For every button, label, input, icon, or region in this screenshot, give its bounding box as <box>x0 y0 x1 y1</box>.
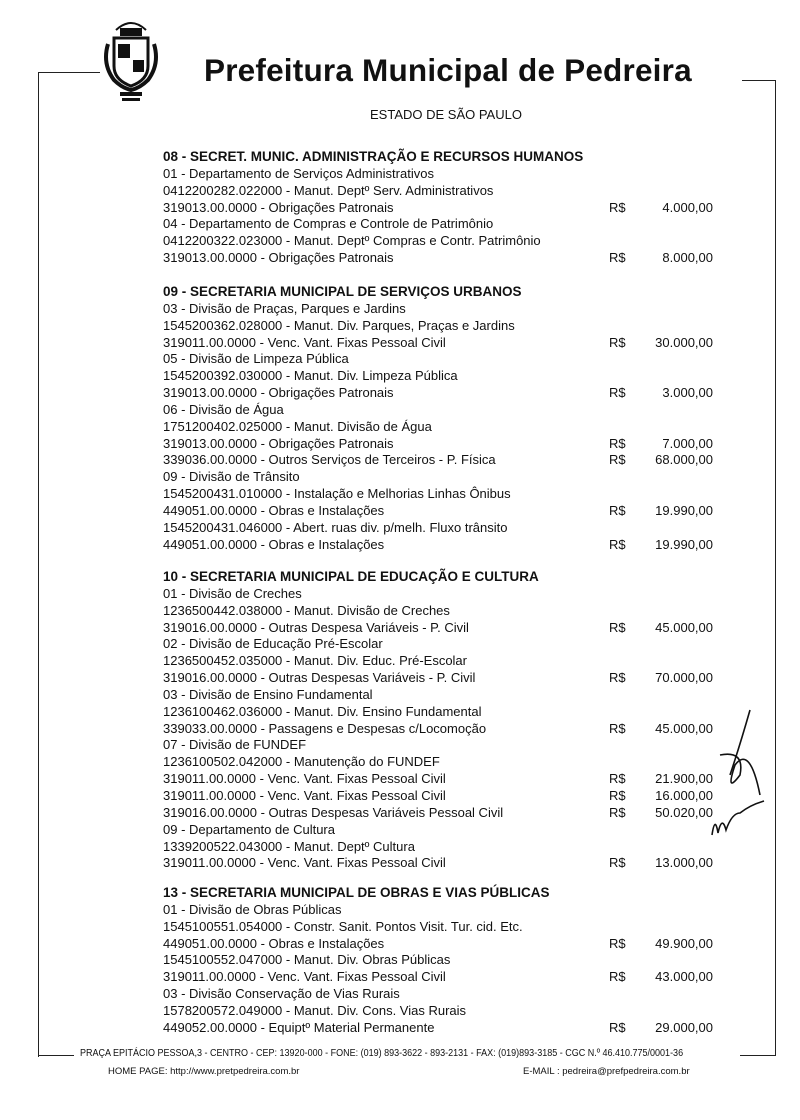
footer-email[interactable]: E-MAIL : pedreira@prefpedreira.com.br <box>523 1066 690 1077</box>
amount-value: 50.020,00 <box>655 804 713 820</box>
document-line <box>163 603 723 620</box>
currency-label: R$ <box>609 771 626 787</box>
budget-line-item <box>163 855 723 872</box>
handwritten-signature <box>690 705 790 845</box>
document-line <box>163 368 723 385</box>
line-text: 05 - Divisão de Limpeza Pública <box>163 351 349 367</box>
amount-value: 68.000,00 <box>655 452 713 468</box>
line-text: 1236500442.038000 - Manut. Divisão de Creches <box>163 602 450 618</box>
line-text: 319016.00.0000 - Outras Despesa Variáveis - P. Civil <box>163 619 469 635</box>
line-text: 319013.00.0000 - Obrigações Patronais <box>163 385 394 401</box>
line-text: 01 - Departamento de Serviços Administrativos <box>163 165 434 181</box>
document-line <box>163 737 723 754</box>
document-line <box>163 402 723 419</box>
frame-top-right <box>742 80 776 81</box>
document-line <box>163 952 723 969</box>
line-text: 1236500452.035000 - Manut. Div. Educ. Pré-Escolar <box>163 653 467 669</box>
budget-line-item <box>163 771 723 788</box>
section-servicos-urbanos <box>163 284 723 554</box>
line-text: 319013.00.0000 - Obrigações Patronais <box>163 435 394 451</box>
line-text: 319011.00.0000 - Venc. Vant. Fixas Pessoal Civil <box>163 787 446 803</box>
document-line <box>163 754 723 771</box>
currency-label: R$ <box>609 969 626 985</box>
line-text: 03 - Divisão Conservação de Vias Rurais <box>163 986 400 1002</box>
line-text: 319011.00.0000 - Venc. Vant. Fixas Pessoal Civil <box>163 969 446 985</box>
document-line <box>163 653 723 670</box>
document-line <box>163 822 723 839</box>
line-text: 1236100462.036000 - Manut. Div. Ensino Fundamental <box>163 703 482 719</box>
budget-line-item <box>163 1020 723 1037</box>
budget-line-item <box>163 452 723 469</box>
line-text: 1545100552.047000 - Manut. Div. Obras Públicas <box>163 952 451 968</box>
section-educacao-cultura <box>163 569 723 872</box>
line-text: 10 - SECRETARIA MUNICIPAL DE EDUCAÇÃO E CULTURA <box>163 569 539 584</box>
budget-line-item <box>163 969 723 986</box>
line-text: 1545200392.030000 - Manut. Div. Limpeza Pública <box>163 368 458 384</box>
amount-value: 45.000,00 <box>655 720 713 736</box>
municipal-crest-logo <box>100 14 162 106</box>
line-text: 319011.00.0000 - Venc. Vant. Fixas Pessoal Civil <box>163 771 446 787</box>
footer-address: PRAÇA EPITÁCIO PESSOA,3 - CENTRO - CEP: 13920-000 - FONE: (019) 893-3622 - 893-2131 - FAX: (019)893-3185 - CGC N.º 46.410.775/0001-36 <box>80 1048 684 1059</box>
line-text: 1545200362.028000 - Manut. Div. Parques, Praças e Jardins <box>163 317 515 333</box>
line-text: 08 - SECRET. MUNIC. ADMINISTRAÇÃO E RECURSOS HUMANOS <box>163 149 584 164</box>
line-text: 02 - Divisão de Educação Pré-Escolar <box>163 636 383 652</box>
line-text: 07 - Divisão de FUNDEF <box>163 737 307 753</box>
currency-label: R$ <box>609 502 626 518</box>
currency-label: R$ <box>609 199 626 215</box>
document-line <box>163 1003 723 1020</box>
line-text: 0412200282.022000 - Manut. Deptº Serv. Administrativos <box>163 182 494 198</box>
line-text: 1339200522.043000 - Manut. Deptº Cultura <box>163 838 415 854</box>
line-text: 03 - Divisão de Ensino Fundamental <box>163 686 373 702</box>
line-text: 1545200431.046000 - Abert. ruas div. p/melh. Fluxo trânsito <box>163 519 508 535</box>
document-line <box>163 216 723 233</box>
line-text: 449052.00.0000 - Equiptº Material Permanente <box>163 1019 435 1035</box>
amount-value: 19.990,00 <box>655 536 713 552</box>
frame-bottom-right <box>740 1055 776 1056</box>
currency-label: R$ <box>609 435 626 451</box>
section-heading <box>163 149 723 166</box>
frame-bottom-left <box>38 1055 74 1056</box>
budget-line-item <box>163 788 723 805</box>
amount-value: 3.000,00 <box>662 385 713 401</box>
document-line <box>163 687 723 704</box>
line-text: 1751200402.025000 - Manut. Divisão de Água <box>163 418 432 434</box>
line-text: 1236100502.042000 - Manutenção do FUNDEF <box>163 754 440 770</box>
currency-label: R$ <box>609 334 626 350</box>
document-line <box>163 986 723 1003</box>
line-text: 0412200322.023000 - Manut. Deptº Compras e Contr. Patrimônio <box>163 233 541 249</box>
amount-value: 13.000,00 <box>655 855 713 871</box>
currency-label: R$ <box>609 787 626 803</box>
document-line <box>163 351 723 368</box>
line-text: 319011.00.0000 - Venc. Vant. Fixas Pessoal Civil <box>163 334 446 350</box>
section-heading <box>163 885 723 902</box>
document-line <box>163 704 723 721</box>
line-text: 06 - Divisão de Água <box>163 401 284 417</box>
budget-line-item <box>163 805 723 822</box>
document-line <box>163 486 723 503</box>
line-text: 09 - Divisão de Trânsito <box>163 469 300 485</box>
line-text: 1578200572.049000 - Manut. Div. Cons. Vias Rurais <box>163 1002 467 1018</box>
currency-label: R$ <box>609 935 626 951</box>
amount-value: 49.900,00 <box>655 935 713 951</box>
budget-line-item <box>163 721 723 738</box>
line-text: 09 - SECRETARIA MUNICIPAL DE SERVIÇOS URBANOS <box>163 284 522 299</box>
document-line <box>163 839 723 856</box>
amount-value: 29.000,00 <box>655 1019 713 1035</box>
section-heading <box>163 284 723 301</box>
page-title: Prefeitura Municipal de Pedreira <box>204 52 692 88</box>
line-text: 319011.00.0000 - Venc. Vant. Fixas Pessoal Civil <box>163 855 446 871</box>
budget-line-item <box>163 620 723 637</box>
document-line <box>163 233 723 250</box>
amount-value: 45.000,00 <box>655 619 713 635</box>
line-text: 03 - Divisão de Praças, Parques e Jardins <box>163 300 406 316</box>
budget-line-item <box>163 503 723 520</box>
currency-label: R$ <box>609 1019 626 1035</box>
document-line <box>163 166 723 183</box>
page-subtitle: ESTADO DE SÃO PAULO <box>370 107 522 122</box>
amount-value: 43.000,00 <box>655 969 713 985</box>
line-text: 449051.00.0000 - Obras e Instalações <box>163 502 385 518</box>
frame-left <box>38 72 39 1057</box>
amount-value: 21.900,00 <box>655 771 713 787</box>
footer-homepage[interactable]: HOME PAGE: http://www.pretpedreira.com.br <box>108 1066 300 1077</box>
budget-line-item <box>163 335 723 352</box>
budget-line-item <box>163 200 723 217</box>
currency-label: R$ <box>609 536 626 552</box>
currency-label: R$ <box>609 804 626 820</box>
amount-value: 30.000,00 <box>655 334 713 350</box>
document-line <box>163 586 723 603</box>
line-text: 339033.00.0000 - Passagens e Despesas c/Locomoção <box>163 720 487 736</box>
document-line <box>163 301 723 318</box>
amount-value: 19.990,00 <box>655 502 713 518</box>
document-line <box>163 469 723 486</box>
budget-line-item <box>163 436 723 453</box>
currency-label: R$ <box>609 452 626 468</box>
budget-line-item <box>163 936 723 953</box>
line-text: 339036.00.0000 - Outros Serviços de Terceiros - P. Física <box>163 452 496 468</box>
amount-value: 16.000,00 <box>655 787 713 803</box>
document-line <box>163 318 723 335</box>
section-obras-vias <box>163 885 723 1037</box>
currency-label: R$ <box>609 670 626 686</box>
budget-line-item <box>163 537 723 554</box>
line-text: 449051.00.0000 - Obras e Instalações <box>163 935 385 951</box>
line-text: 449051.00.0000 - Obras e Instalações <box>163 536 385 552</box>
line-text: 13 - SECRETARIA MUNICIPAL DE OBRAS E VIAS PÚBLICAS <box>163 885 550 900</box>
line-text: 09 - Departamento de Cultura <box>163 821 335 837</box>
amount-value: 70.000,00 <box>655 670 713 686</box>
document-line <box>163 520 723 537</box>
section-administracao <box>163 149 723 267</box>
document-line <box>163 919 723 936</box>
line-text: 1545200431.010000 - Instalação e Melhorias Linhas Ônibus <box>163 486 511 502</box>
line-text: 01 - Divisão de Creches <box>163 585 302 601</box>
line-text: 319013.00.0000 - Obrigações Patronais <box>163 250 394 266</box>
currency-label: R$ <box>609 619 626 635</box>
amount-value: 8.000,00 <box>662 250 713 266</box>
line-text: 01 - Divisão de Obras Públicas <box>163 901 342 917</box>
document-line <box>163 902 723 919</box>
document-line <box>163 419 723 436</box>
document-line <box>163 183 723 200</box>
currency-label: R$ <box>609 855 626 871</box>
section-heading <box>163 569 723 586</box>
line-text: 319016.00.0000 - Outras Despesas Variáveis - P. Civil <box>163 670 476 686</box>
amount-value: 7.000,00 <box>662 435 713 451</box>
budget-line-item <box>163 670 723 687</box>
document-line <box>163 636 723 653</box>
budget-line-item <box>163 250 723 267</box>
currency-label: R$ <box>609 385 626 401</box>
frame-right <box>775 80 776 1055</box>
frame-top-left <box>38 72 100 73</box>
amount-value: 4.000,00 <box>662 199 713 215</box>
currency-label: R$ <box>609 720 626 736</box>
currency-label: R$ <box>609 250 626 266</box>
line-text: 319016.00.0000 - Outras Despesas Variáveis Pessoal Civil <box>163 804 504 820</box>
line-text: 1545100551.054000 - Constr. Sanit. Pontos Visit. Tur. cid. Etc. <box>163 918 523 934</box>
budget-line-item <box>163 385 723 402</box>
line-text: 319013.00.0000 - Obrigações Patronais <box>163 199 394 215</box>
line-text: 04 - Departamento de Compras e Controle de Patrimônio <box>163 216 494 232</box>
